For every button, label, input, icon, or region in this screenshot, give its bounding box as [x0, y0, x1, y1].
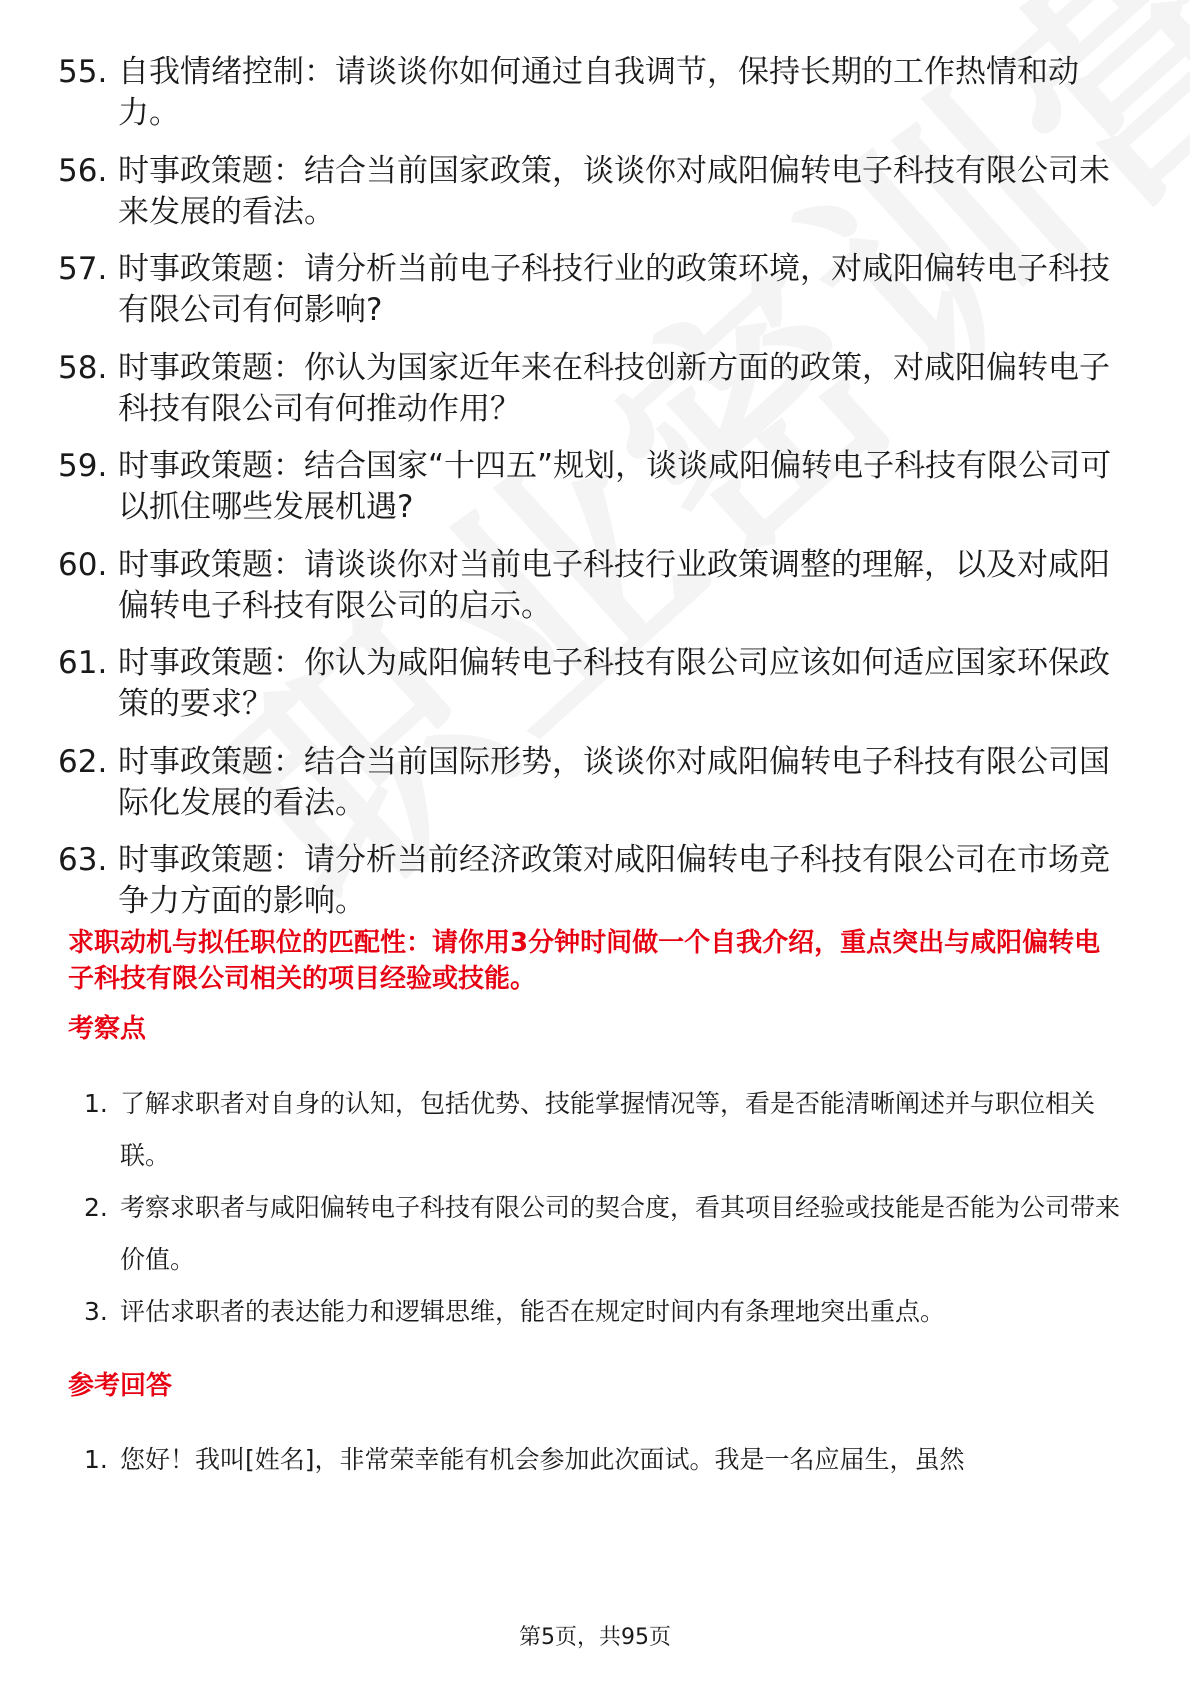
assessment-list: [84, 1078, 1124, 1338]
item-number: 1.: [84, 1089, 108, 1118]
list-item: [58, 840, 1118, 922]
list-item: [58, 52, 1118, 134]
item-text: 时事政策题：结合当前国际形势，谈谈你对咸阳偏转电子科技有限公司国际化发展的看法。: [118, 743, 1110, 821]
list-item: [58, 151, 1118, 233]
list-item: [84, 1182, 1124, 1286]
item-text: 自我情绪控制：请谈谈你如何通过自我调节，保持长期的工作热情和动力。: [118, 54, 1079, 131]
item-text: 时事政策题：请分析当前经济政策对咸阳偏转电子科技有限公司在市场竞争力方面的影响。: [118, 842, 1110, 919]
item-number: 60.: [58, 546, 108, 583]
page-footer: 第5页，共95页: [519, 1625, 671, 1650]
list-item: [58, 545, 1118, 627]
list-item: [58, 643, 1118, 725]
item-number: 59.: [58, 448, 108, 484]
list-item: [58, 742, 1118, 824]
item-text: 时事政策题：请谈谈你对当前电子科技行业政策调整的理解，以及对咸阳偏转电子科技有限公司的启示。: [118, 546, 1110, 624]
item-text: 评估求职者的表达能力和逻辑思维，能否在规定时间内有条理地突出重点。: [120, 1297, 946, 1326]
item-number: 58.: [58, 349, 108, 386]
item-text: 您好！我叫[姓名]，非常荣幸能有机会参加此次面试。我是一名应届生，虽然: [120, 1445, 965, 1474]
item-text: 时事政策题：你认为咸阳偏转电子科技有限公司应该如何适应国家环保政策的要求？: [118, 645, 1110, 722]
item-number: 63.: [58, 842, 108, 878]
item-number: 1.: [84, 1445, 108, 1474]
item-number: 61.: [58, 645, 108, 681]
list-item: [58, 446, 1118, 528]
item-text: 时事政策题：结合当前国家政策，谈谈你对咸阳偏转电子科技有限公司未来发展的看法。: [118, 152, 1110, 230]
list-item: [84, 1286, 1124, 1338]
item-number: 57.: [58, 251, 108, 287]
reference-title: 参考回答: [68, 1371, 173, 1401]
list-item: [58, 348, 1118, 430]
item-number: 3.: [84, 1297, 108, 1326]
item-text: 考察求职者与咸阳偏转电子科技有限公司的契合度，看其项目经验或技能是否能为公司带来价值。: [120, 1193, 1121, 1274]
item-number: 2.: [84, 1193, 108, 1222]
highlight-question: 求职动机与拟任职位的匹配性：请你用3分钟时间做一个自我介绍，重点突出与咸阳偏转电子科技有限公司相关的项目经验或技能。: [68, 928, 1101, 994]
question-list: [58, 52, 1118, 939]
item-number: 62.: [58, 743, 108, 780]
item-text: 时事政策题：请分析当前电子科技行业的政策环境，对咸阳偏转电子科技有限公司有何影响?: [118, 251, 1110, 328]
list-item: [84, 1434, 1124, 1486]
item-number: 55.: [58, 54, 108, 90]
item-text: 了解求职者对自身的认知，包括优势、技能掌握情况等，看是否能清晰阐述并与职位相关联。: [120, 1089, 1096, 1170]
item-number: 56.: [58, 152, 108, 189]
assessment-title: 考察点: [68, 1014, 147, 1044]
item-text: 时事政策题：你认为国家近年来在科技创新方面的政策，对咸阳偏转电子科技有限公司有何推动作用？: [118, 349, 1110, 427]
reference-list: [84, 1434, 1124, 1486]
item-text: 时事政策题：结合国家“十四五”规划，谈谈咸阳偏转电子科技有限公司可以抓住哪些发展机遇?: [118, 448, 1112, 525]
list-item: [58, 249, 1118, 331]
list-item: [84, 1078, 1124, 1182]
